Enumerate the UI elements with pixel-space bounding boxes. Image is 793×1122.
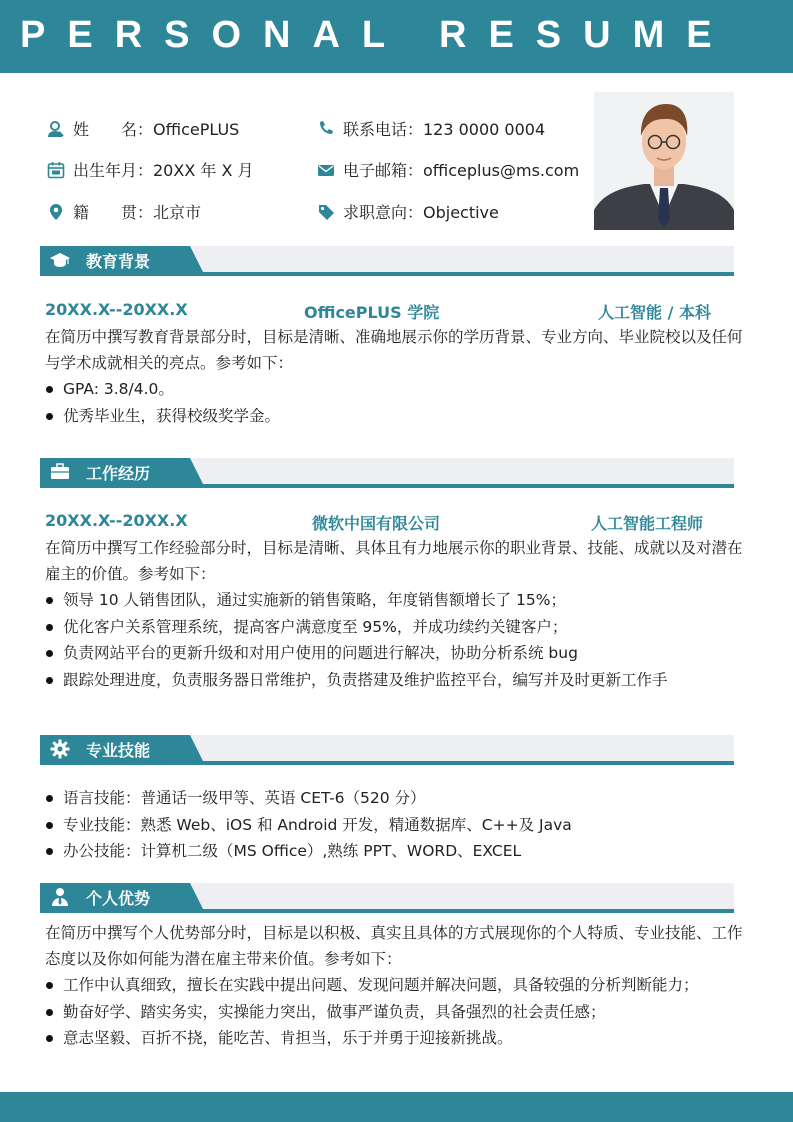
top-banner: [0, 0, 793, 73]
list-item: 优化客户关系管理系统，提高客户满意度至 95%，并成功续约关键客户；: [45, 614, 750, 641]
target-tag-icon: [317, 203, 335, 221]
section-title-strengths: 个人优势: [86, 889, 151, 908]
education-intro: 在简历中撰写教育背景部分时，目标是清晰、准确地展示你的学历背景、专业方向、毕业院校以及任何与学术成就相关的亮点。参考如下：: [45, 328, 743, 372]
envelope-icon: [317, 161, 335, 179]
objective-text: 求职意向：Objective: [343, 203, 499, 222]
birth-text: 出生年月：20XX 年 X 月: [73, 161, 254, 180]
phone-icon: [317, 120, 335, 138]
section-header-skills: [40, 735, 734, 765]
name-text: 姓 名：OfficePLUS: [73, 120, 240, 139]
section-title-education: 教育背景: [86, 252, 151, 271]
list-item: 优秀毕业生，获得校级奖学金。: [45, 403, 750, 430]
work-company: 微软中国有限公司: [312, 514, 441, 533]
work-intro: 在简历中撰写工作经验部分时，目标是清晰、具体且有力地展示你的职业背景、技能、成就以及对潜在雇主的价值。参考如下：: [45, 539, 743, 583]
strengths-bullets: [45, 972, 750, 1052]
education-school: OfficePLUS 学院: [304, 303, 440, 322]
bottom-banner: [0, 1092, 793, 1122]
info-objective: [317, 200, 499, 223]
info-birth: [47, 158, 254, 181]
phone-text: 联系电话：123 0000 0004: [343, 120, 546, 139]
section-title-skills: 专业技能: [86, 741, 151, 760]
info-hometown: [47, 200, 201, 223]
list-item: 工作中认真细致，擅长在实践中提出问题、发现问题并解决问题，具备较强的分析判断能力；: [45, 972, 750, 999]
gear-icon: [50, 739, 70, 759]
list-item: 领导 10 人销售团队，通过实施新的销售策略，年度销售额增长了 15%；: [45, 587, 750, 614]
skills-bullets: [45, 785, 750, 865]
person-icon: [47, 120, 65, 138]
email-text: 电子邮箱：officeplus@ms.com: [343, 161, 580, 180]
profile-photo: [594, 92, 734, 230]
education-bullets: [45, 376, 750, 429]
list-item: 办公技能：计算机二级（MS Office）,熟练 PPT、WORD、EXCEL: [45, 838, 750, 865]
section-header-education: [40, 246, 734, 276]
education-date: 20XX.X--20XX.X: [45, 300, 188, 319]
info-name: [47, 117, 239, 140]
list-item: 勤奋好学、踏实务实，实操能力突出，做事严谨负责，具备强烈的社会责任感；: [45, 999, 750, 1026]
section-header-work: [40, 458, 734, 488]
person-icon: [50, 887, 70, 907]
info-email: [317, 158, 579, 181]
work-position: 人工智能工程师: [591, 514, 704, 533]
list-item: 意志坚毅、百折不挠，能吃苦、肯担当，乐于并勇于迎接新挑战。: [45, 1025, 750, 1052]
hometown-text: 籍 贯：北京市: [73, 203, 202, 222]
location-pin-icon: [47, 203, 65, 221]
section-title-work: 工作经历: [86, 464, 151, 483]
list-item: 负责网站平台的更新升级和对用户使用的问题进行解决，协助分析系统 bug: [45, 640, 750, 667]
resume-title: PERSONAL RESUME: [20, 14, 734, 56]
list-item: 跟踪处理进度，负责服务器日常维护，负责搭建及维护监控平台，编写并及时更新工作手: [45, 667, 750, 694]
briefcase-icon: [50, 462, 70, 482]
work-bullets: [45, 587, 750, 693]
list-item: 语言技能：普通话一级甲等、英语 CET-6（520 分）: [45, 785, 750, 812]
list-item: GPA: 3.8/4.0。: [45, 376, 750, 403]
work-date: 20XX.X--20XX.X: [45, 511, 188, 530]
strengths-intro: 在简历中撰写个人优势部分时，目标是以积极、真实且具体的方式展现你的个人特质、专业技能、工作态度以及你如何能为潜在雇主带来价值。参考如下：: [45, 924, 743, 968]
calendar-icon: [47, 161, 65, 179]
list-item: 专业技能：熟悉 Web、iOS 和 Android 开发，精通数据库、C++及 Java: [45, 812, 750, 839]
graduation-cap-icon: [50, 250, 70, 270]
info-phone: [317, 117, 545, 140]
section-header-strengths: [40, 883, 734, 913]
education-major: 人工智能 / 本科: [598, 303, 711, 322]
